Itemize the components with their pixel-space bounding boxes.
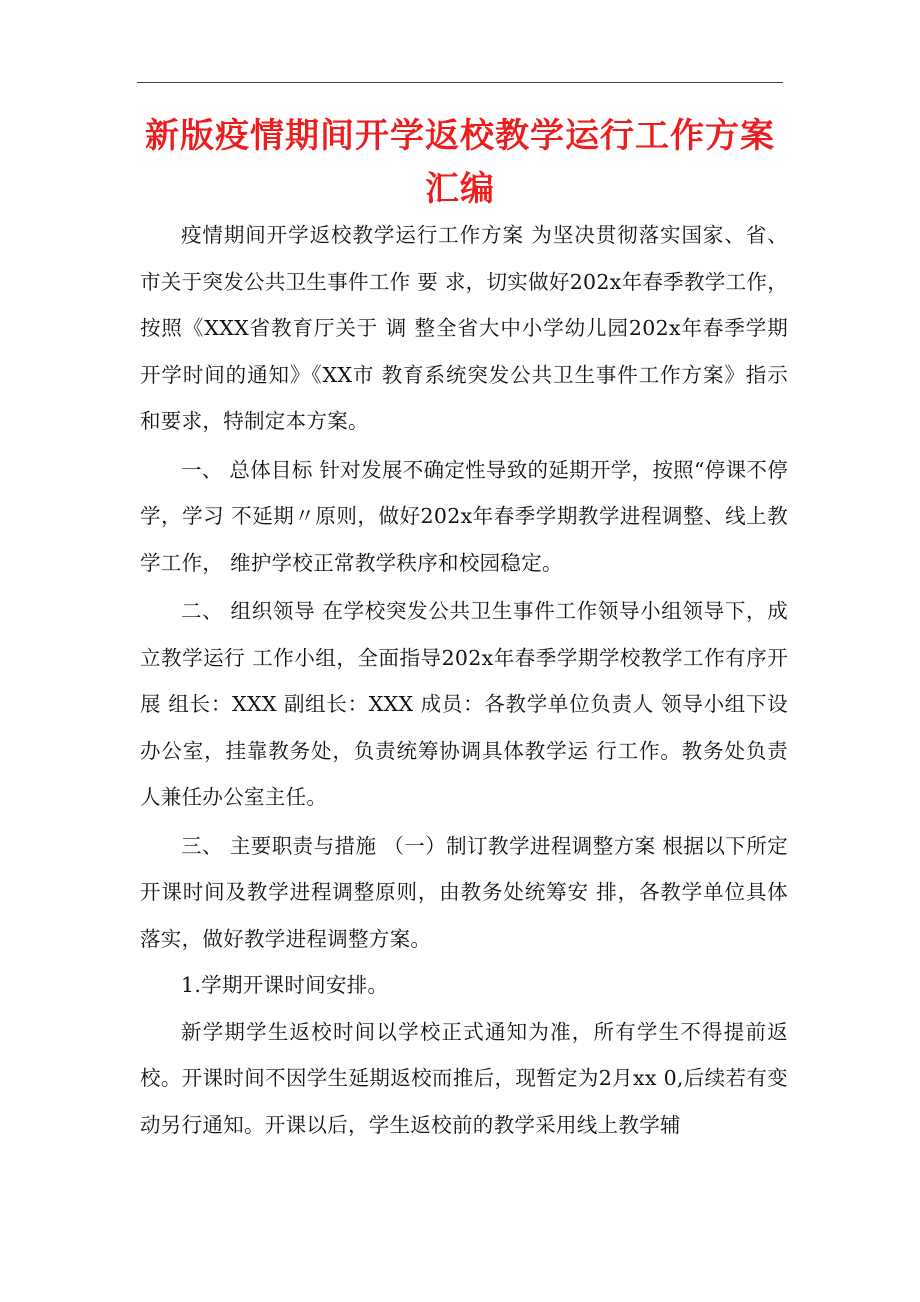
title-line-2: 汇编: [425, 169, 495, 209]
paragraph-intro: 疫情期间开学返校教学运行工作方案 为坚决贯彻落实国家、省、市关于突发公共卫生事件工作 要 求，切实做好202x年春季教学工作，按照《XXX省教育厅关于 调 整全省大中小学幼儿园202x年春季学期开学时间的通知》《XX市 教育系统突发公共卫生事件工作方案》指示和要求，特制定本方案。: [140, 223, 788, 433]
title-line-1: 新版疫情期间开学返校教学运行工作方案: [145, 116, 775, 156]
paragraph-return-schedule: 新学期学生返校时间以学校正式通知为准，所有学生不得提前返校。开课时间不因学生延期返校而推后，现暂定为2月xx 0,后续若有变动另行通知。开课以后，学生返校前的教学采用线上教学辅: [140, 1019, 788, 1137]
document-body: [140, 212, 788, 1148]
paragraph-item-1: 1.学期开课时间安排。: [181, 973, 389, 997]
paragraph-section-2: 二、 组织领导 在学校突发公共卫生事件工作领导小组领导下，成立教学运行 工作小组，全面指导202x年春季学期学校教学工作有序开展 组长：XXX 副组长：XXX 成员：各教学单位负责人 领导小组下设办公室，挂靠教务处，负责统筹协调具体教学运 行工作。教务处负责人兼任办公室主任。: [140, 599, 788, 809]
paragraph-section-1: 一、 总体目标 针对发展不确定性导致的延期开学，按照“停课不停学，学习 不延期〃原则，做好202x年春季学期教学进程调整、线上教学工作， 维护学校正常教学秩序和校园稳定。: [140, 457, 788, 575]
document-title: [137, 110, 783, 216]
header-rule: [137, 82, 783, 83]
paragraph-section-3: 三、 主要职责与措施 （一）制订教学进程调整方案 根据以下所定开课时间及教学进程调整原则，由教务处统筹安 排，各教学单位具体落实，做好教学进程调整方案。: [140, 833, 788, 951]
